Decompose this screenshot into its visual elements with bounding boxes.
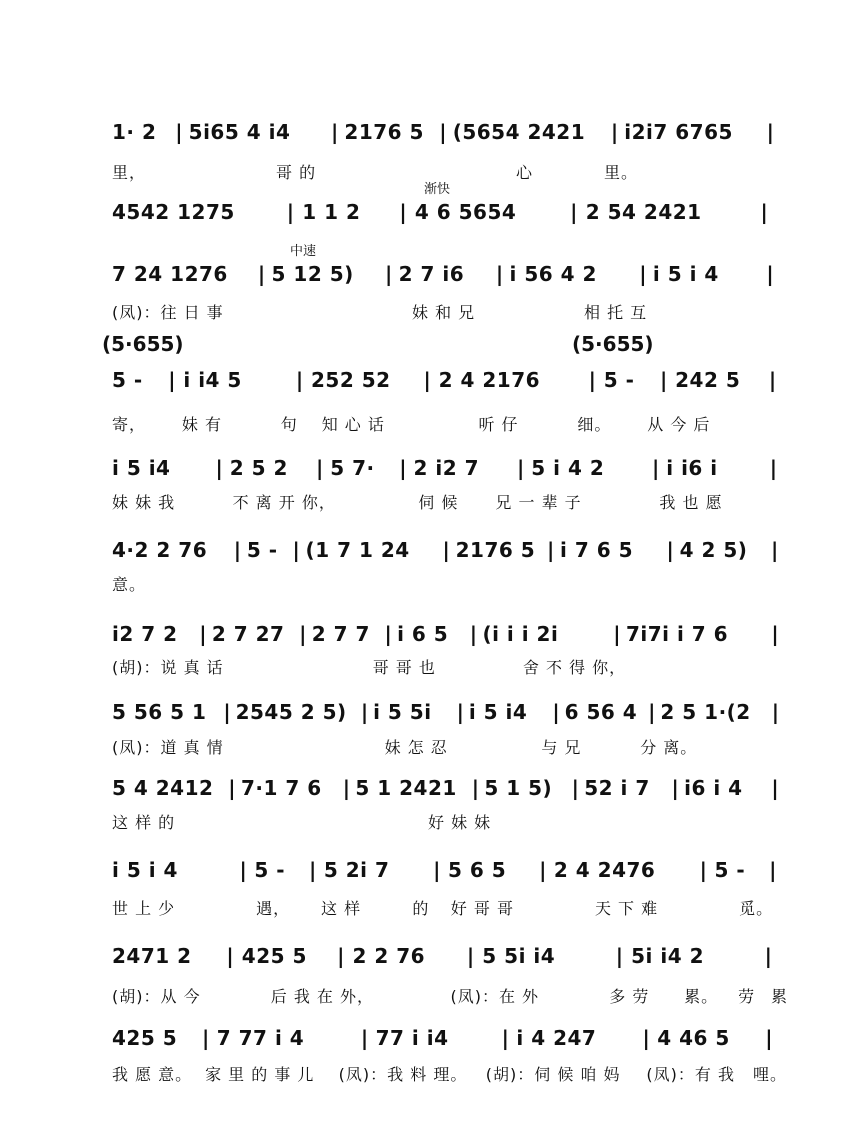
barline: |	[292, 538, 301, 562]
notation-segment: 5 1 2421	[355, 776, 457, 800]
notation-segment: 5i65 4 i4	[188, 120, 291, 144]
barline: |	[766, 120, 775, 144]
lyric-text: 心	[516, 163, 534, 182]
notation-segment: 2 5 2	[229, 456, 288, 480]
notation-segment: 5 7·	[330, 456, 375, 480]
lyric-text: 伺 候	[418, 493, 459, 512]
notation-segment: 5 -	[112, 368, 143, 392]
notation-segment: i 56 4 2	[509, 262, 597, 286]
barline: |	[423, 368, 432, 392]
barline: |	[399, 456, 408, 480]
barline: |	[456, 700, 465, 724]
barline: |	[610, 120, 619, 144]
barline: |	[516, 456, 525, 480]
barline: |	[659, 368, 668, 392]
lyric-text: 觅。	[739, 899, 774, 918]
notation-segment: 5 -	[603, 368, 635, 392]
notation-segment: i 5 i4	[468, 700, 528, 724]
lyric-text: 知 心 话	[321, 415, 385, 434]
barline: |	[765, 1026, 774, 1050]
notation-segment: 4 6 5654	[414, 200, 517, 224]
lyric-text: 妹 和 兄	[412, 303, 476, 322]
barline: |	[552, 700, 561, 724]
notation-segment: 4·2 2 76	[112, 538, 208, 562]
barline: |	[666, 538, 675, 562]
notation-segment: 425 5	[241, 944, 307, 968]
lyric-text: 哥 的	[276, 163, 317, 182]
notation-segment: 1 1 2	[302, 200, 361, 224]
notation-segment: 5 -	[246, 538, 278, 562]
notation-segment: 5 5i i4	[482, 944, 556, 968]
barline: |	[495, 262, 504, 286]
notation-segment: 5i i4 2	[631, 944, 705, 968]
notation-segment: 4542 1275	[112, 200, 235, 224]
lyric-text: 好 哥 哥	[450, 899, 514, 918]
barline: |	[360, 700, 369, 724]
barline: |	[385, 262, 393, 286]
ornament-notation: (5·655)	[572, 332, 654, 356]
lyric-text: (胡)：说 真 话	[112, 658, 224, 677]
notation-segment: 4 46 5	[657, 1026, 730, 1050]
barline: |	[223, 700, 232, 724]
lyric-text: 劳	[738, 987, 756, 1006]
notation-segment: 5 2i 7	[323, 858, 390, 882]
barline: |	[642, 1026, 651, 1050]
barline: |	[439, 120, 448, 144]
barline: |	[760, 200, 769, 224]
notation-segment: 4 2 5)	[679, 538, 748, 562]
barline: |	[768, 368, 777, 392]
notation-segment: 5 i 4 2	[531, 456, 605, 480]
barline: |	[233, 538, 242, 562]
notation-segment: i2i7 6765	[624, 120, 733, 144]
notation-segment: i i4 5	[183, 368, 242, 392]
barline: |	[471, 776, 480, 800]
barline: |	[764, 944, 773, 968]
notation-segment: 7 77 i 4	[216, 1026, 305, 1050]
barline: |	[175, 120, 184, 144]
notation-segment: 52 i 7	[584, 776, 650, 800]
ornament-notation: (5·655)	[102, 332, 184, 356]
notation-segment: 77 i i4	[375, 1026, 449, 1050]
barline: |	[546, 538, 555, 562]
notation-segment: i 5 i 4	[652, 262, 719, 286]
lyric-text: 舍 不 得 你，	[522, 658, 627, 677]
lyric-text: 世 上 少	[112, 899, 176, 918]
notation-segment: 2 7 27	[211, 622, 285, 646]
lyric-text: 我 愿 意。	[112, 1065, 193, 1084]
notation-segment: 1· 2	[112, 120, 157, 144]
lyric-text: 不 离 开 你，	[232, 493, 336, 512]
notation-segment: 2 2 76	[352, 944, 426, 968]
barline: |	[433, 858, 441, 882]
lyric-text: (凤)：在 外	[450, 987, 540, 1006]
notation-segment: 5 56 5 1	[112, 700, 207, 724]
barline: |	[570, 200, 578, 224]
lyric-text: 与 兄	[541, 738, 582, 757]
barline: |	[769, 456, 778, 480]
lyric-text: 累	[771, 987, 789, 1006]
notation-segment: i2 7 2	[112, 622, 178, 646]
lyric-text: 意。	[112, 575, 147, 594]
barline: |	[215, 456, 224, 480]
barline: |	[771, 700, 780, 724]
barline: |	[360, 1026, 369, 1050]
lyric-text: 哩。	[752, 1065, 787, 1084]
notation-segment: 5 12 5)	[271, 262, 354, 286]
lyric-text: (凤)：有 我	[646, 1065, 735, 1084]
notation-segment: i 5 5i	[373, 700, 432, 724]
lyric-text: 后 我 在 外，	[270, 987, 375, 1006]
notation-segment: 2545 2 5)	[235, 700, 347, 724]
notation-segment: 2 i2 7	[413, 456, 480, 480]
notation-segment: i 4 247	[516, 1026, 597, 1050]
notation-segment: i6 i 4	[684, 776, 743, 800]
lyric-text: 分 离。	[640, 738, 698, 757]
notation-segment: 2 54 2421	[585, 200, 702, 224]
lyric-text: 里。	[604, 163, 639, 182]
lyric-text: 遇，	[256, 899, 291, 918]
barline: |	[766, 262, 775, 286]
notation-segment: 7i7i i 7 6	[625, 622, 729, 646]
notation-segment: 7·1 7 6	[240, 776, 322, 800]
lyric-text: 累。	[684, 987, 719, 1006]
barline: |	[202, 1026, 210, 1050]
notation-segment: 2 7 7	[311, 622, 370, 646]
barline: |	[330, 120, 339, 144]
barline: |	[399, 200, 408, 224]
lyric-text: 哥 哥 也	[372, 658, 436, 677]
lyric-text: 兄 一 辈 子	[495, 493, 582, 512]
barline: |	[337, 944, 345, 968]
lyric-text: 相 托 互	[584, 303, 648, 322]
lyric-text: 天 下 难	[594, 899, 659, 918]
lyric-text: 的	[412, 899, 430, 918]
barline: |	[571, 776, 580, 800]
lyric-text: (胡)：伺 候 咱 妈	[485, 1065, 621, 1084]
lyric-text: 我 也 愿	[659, 493, 723, 512]
barline: |	[469, 622, 478, 646]
barline: |	[384, 622, 393, 646]
barline: |	[286, 200, 295, 224]
lyric-text: (凤)：我 料 理。	[338, 1065, 468, 1084]
lyric-text: 妹 有	[181, 415, 222, 434]
barline: |	[315, 456, 324, 480]
barline: |	[588, 368, 597, 392]
lyric-text: (凤)：往 日 事	[112, 303, 224, 322]
notation-segment: 5 4 2412	[112, 776, 214, 800]
barline: |	[771, 776, 780, 800]
notation-segment: 5 -	[254, 858, 286, 882]
notation-segment: 252 52	[311, 368, 391, 392]
notation-segment: 242 5	[675, 368, 741, 392]
notation-segment: 5 1 5)	[484, 776, 553, 800]
tempo-marking: 渐快	[424, 182, 451, 197]
notation-segment: 2 4 2176	[438, 368, 541, 392]
lyric-text: 妹 妹 我	[112, 493, 176, 512]
barline: |	[769, 858, 777, 882]
tempo-marking: 中速	[290, 244, 317, 259]
barline: |	[699, 858, 708, 882]
barline: |	[257, 262, 266, 286]
notation-segment: 2176 5	[344, 120, 424, 144]
barline: |	[199, 622, 208, 646]
lyric-text: 细。	[577, 415, 612, 434]
barline: |	[295, 368, 304, 392]
barline: |	[442, 538, 451, 562]
notation-segment: 5 6 5	[448, 858, 507, 882]
barline: |	[309, 858, 317, 882]
notation-segment: i 7 6 5	[560, 538, 633, 562]
barline: |	[648, 700, 656, 724]
notation-segment: 2471 2	[112, 944, 192, 968]
barline: |	[539, 858, 547, 882]
barline: |	[466, 944, 475, 968]
lyric-text: 这 样 的	[112, 813, 176, 832]
notation-segment: i i6 i	[666, 456, 718, 480]
lyric-text: 里，	[112, 163, 147, 182]
lyric-text: (凤)：道 真 情	[112, 738, 224, 757]
barline: |	[671, 776, 680, 800]
barline: |	[228, 776, 237, 800]
notation-segment: 5 -	[714, 858, 746, 882]
notation-segment: 2 4 2476	[553, 858, 656, 882]
lyric-text: 多 劳	[609, 987, 650, 1006]
barline: |	[168, 368, 177, 392]
notation-segment: (5654 2421	[452, 120, 586, 144]
notation-segment: 425 5	[112, 1026, 178, 1050]
barline: |	[770, 538, 779, 562]
lyric-text: 句	[280, 415, 298, 434]
barline: |	[239, 858, 248, 882]
lyric-text: 好 妹 妹	[428, 813, 492, 832]
barline: |	[501, 1026, 510, 1050]
notation-segment: 7 24 1276	[112, 262, 228, 286]
barline: |	[771, 622, 780, 646]
barline: |	[299, 622, 307, 646]
notation-segment: i 6 5	[397, 622, 449, 646]
lyric-text: 这 样	[321, 899, 362, 918]
lyric-text: 从 今 后	[647, 415, 711, 434]
barline: |	[615, 944, 624, 968]
lyric-text: 妹 怎 忍	[384, 738, 448, 757]
lyric-text: 家 里 的 事 儿	[205, 1065, 315, 1084]
barline: |	[639, 262, 648, 286]
lyric-text: (胡)：从 今	[112, 987, 201, 1006]
barline: |	[613, 622, 622, 646]
notation-segment: i 5 i4	[112, 456, 171, 480]
notation-segment: 6 56 4	[564, 700, 638, 724]
lyric-text: 寄，	[112, 415, 147, 434]
notation-segment: (1 7 1 24	[305, 538, 410, 562]
barline: |	[342, 776, 351, 800]
notation-segment: 2 5 1·(2	[660, 700, 751, 724]
barline: |	[226, 944, 235, 968]
notation-segment: i 5 i 4	[112, 858, 178, 882]
notation-segment: 2 7 i6	[398, 262, 465, 286]
lyric-text: 听 仔	[478, 415, 519, 434]
notation-segment: (i i i 2i	[482, 622, 559, 646]
barline: |	[651, 456, 660, 480]
notation-segment: 2176 5	[455, 538, 536, 562]
